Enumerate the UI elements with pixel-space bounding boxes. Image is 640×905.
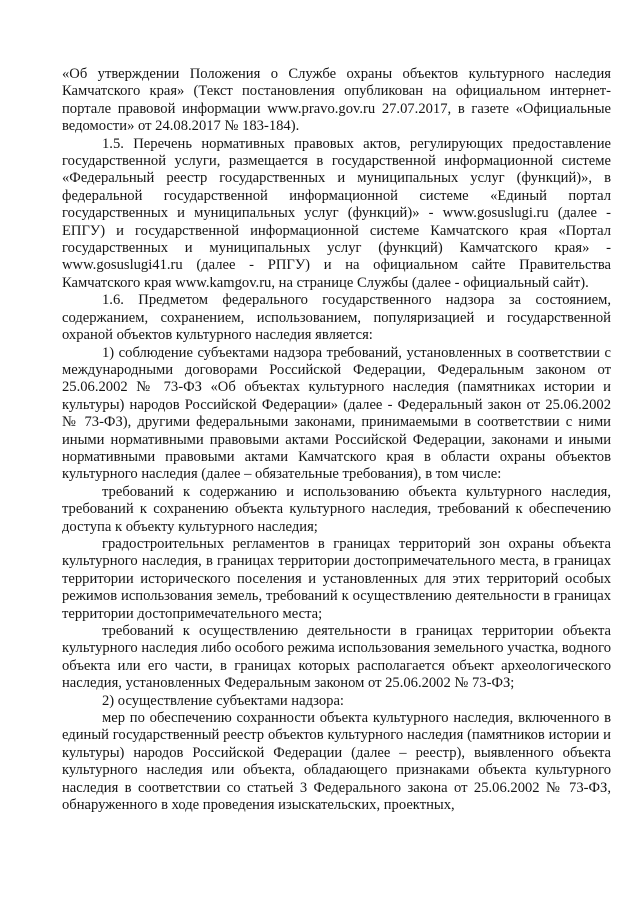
document-page bbox=[62, 66, 611, 814]
paragraph-1-6: 1.6. Предметом федерального государственного надзора за состоянием, содержанием, сохранением, использованием, популяризацией и государственной охраной объектов культурного наследия является: bbox=[62, 292, 611, 344]
paragraph-item-1: 1) соблюдение субъектами надзора требований, установленных в соответствии с международными договорами Российской Федерации, Федеральным законом от 25.06.2002 № 73-ФЗ «Об объектах культурного наследия (памятниках истории и культуры) народов Российской Федерации» (далее - Федеральный закон от 25.06.2002 № 73-ФЗ), другими федеральными законами, принимаемыми в соответствии с ними иными нормативными правовыми актами Российской Федерации, законами и иными нормативными правовыми актами Камчатского края в области охраны объектов культурного наследия (далее – обязательные требования), в том числе: bbox=[62, 344, 611, 483]
paragraph-requirements-content: требований к содержанию и использованию объекта культурного наследия, требований к сохранению объекта культурного наследия, требований к обеспечению доступа к объекту культурного наследия; bbox=[62, 483, 611, 535]
paragraph-measures: мер по обеспечению сохранности объекта культурного наследия, включенного в единый государственный реестр объектов культурного наследия (памятников истории и культуры) народов Российской Федерации (далее – реестр), выявленного объекта культурного наследия или объекта, обладающего признаками объекта культурного наследия в соответствии со статьей 3 Федерального закона от 25.06.2002 № 73-ФЗ, обнаруженного в ходе проведения изыскательских, проектных, bbox=[62, 710, 611, 814]
paragraph-1-5: 1.5. Перечень нормативных правовых актов, регулирующих предоставление государственной услуги, размещается в государственной информационной системе «Федеральный реестр государственных и муниципальных услуг (функций)», в федеральной государственной информационной системе «Единый портал государственных и муниципальных услуг (функций)» - www.gosuslugi.ru (далее - ЕПГУ) и государственной информационной системе Камчатского края «Портал государственных и муниципальных услуг (функций) Камчатского края» - www.gosuslugi41.ru (далее - РПГУ) и на официальном сайте Правительства Камчатского края www.kamgov.ru, на странице Службы (далее - официальный сайт). bbox=[62, 135, 611, 291]
paragraph-requirements-activity: требований к осуществлению деятельности в границах территории объекта культурного наследия либо особого режима использования земельного участка, водного объекта или его части, в границах которых располагается объект археологического наследия, установленных Федеральным законом от 25.06.2002 № 73-ФЗ; bbox=[62, 623, 611, 692]
paragraph-continuation: «Об утверждении Положения о Службе охраны объектов культурного наследия Камчатского края» (Текст постановления опубликован на официальном интернет-портале правовой информации www.pravo.gov.ru 27.07.2017, в газете «Официальные ведомости» от 24.08.2017 № 183-184). bbox=[62, 66, 611, 135]
paragraph-item-2: 2) осуществление субъектами надзора: bbox=[102, 692, 344, 709]
paragraph-requirements-urban: градостроительных регламентов в границах территорий зон охраны объекта культурного наследия, в границах территории достопримечательного места, в границах территории исторического поселения и установленных для этих территорий особых режимов использования земель, требований к осуществлению деятельности в границах территории достопримечательного места; bbox=[62, 535, 611, 622]
